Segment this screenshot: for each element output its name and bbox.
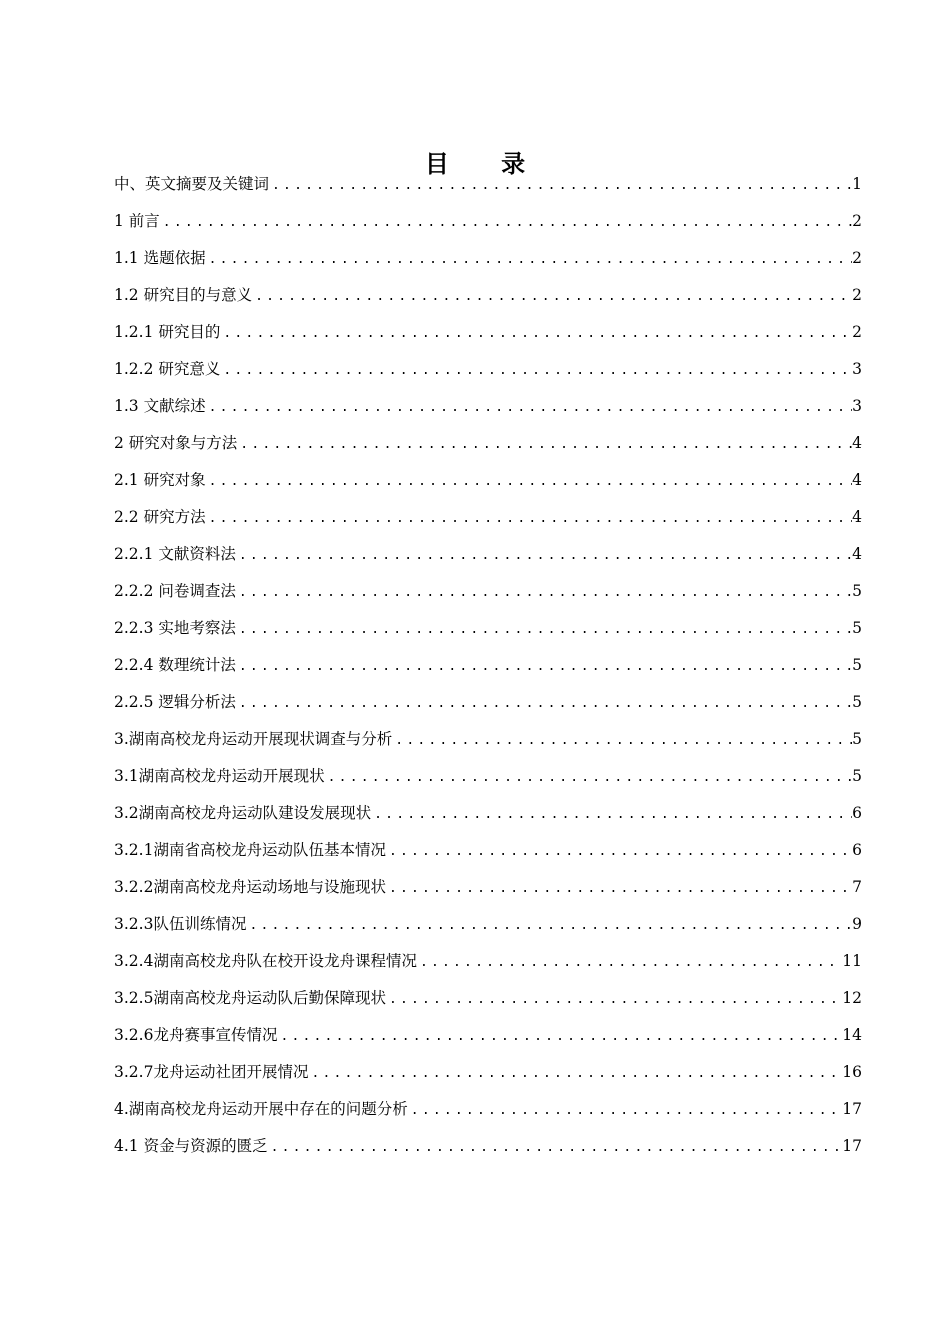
toc-entry[interactable] — [114, 425, 862, 462]
toc-dot-leader — [392, 722, 852, 758]
toc-entry-title: 1.1 选题依据 — [114, 249, 206, 267]
toc-entry[interactable] — [114, 573, 862, 610]
toc-page-number: 12 — [842, 989, 862, 1007]
toc-entry[interactable] — [114, 795, 862, 832]
toc-entry[interactable] — [114, 277, 862, 314]
toc-dot-leader — [220, 315, 852, 351]
toc-entry-title: 3.2.7龙舟运动社团开展情况 — [114, 1063, 309, 1081]
toc-page-number: 17 — [842, 1137, 862, 1155]
toc-page-number: 6 — [852, 841, 862, 859]
toc-entry[interactable] — [114, 610, 862, 647]
toc-entry-title: 2.2.3 实地考察法 — [114, 619, 236, 637]
toc-entry[interactable] — [114, 203, 862, 240]
toc-entry-title: 3.2.1湖南省高校龙舟运动队伍基本情况 — [114, 841, 386, 859]
toc-entry-title: 4.湖南高校龙舟运动开展中存在的问题分析 — [114, 1100, 408, 1118]
toc-page-number: 3 — [852, 360, 862, 378]
toc-dot-leader — [206, 241, 852, 277]
toc-page-number: 3 — [852, 397, 862, 415]
toc-page-number: 4 — [852, 434, 862, 452]
toc-entry[interactable] — [114, 906, 862, 943]
toc-entry-title: 2.2.2 问卷调查法 — [114, 582, 236, 600]
toc-page-number: 11 — [842, 952, 862, 970]
toc-page-number: 14 — [842, 1026, 862, 1044]
toc-page-number: 7 — [852, 878, 862, 896]
toc-dot-leader — [252, 278, 852, 314]
toc-page-number: 4 — [852, 508, 862, 526]
toc-dot-leader — [408, 1092, 842, 1128]
toc-entry[interactable] — [114, 647, 862, 684]
toc-page-number: 5 — [852, 767, 862, 785]
toc-dot-leader — [386, 981, 842, 1017]
table-of-contents — [114, 166, 862, 1165]
toc-entry[interactable] — [114, 684, 862, 721]
toc-page-number: 5 — [852, 582, 862, 600]
toc-entry[interactable] — [114, 314, 862, 351]
toc-dot-leader — [236, 685, 852, 721]
toc-dot-leader — [206, 463, 852, 499]
toc-entry[interactable] — [114, 943, 862, 980]
toc-entry-title: 2.2 研究方法 — [114, 508, 206, 526]
toc-dot-leader — [236, 537, 852, 573]
toc-entry-title: 3.2.2湖南高校龙舟运动场地与设施现状 — [114, 878, 386, 896]
toc-page-number: 1 — [852, 175, 862, 193]
toc-entry[interactable] — [114, 721, 862, 758]
toc-entry[interactable] — [114, 462, 862, 499]
toc-page-number: 5 — [852, 693, 862, 711]
toc-page-number: 4 — [852, 545, 862, 563]
toc-entry[interactable] — [114, 1091, 862, 1128]
toc-entry-title: 1.2.1 研究目的 — [114, 323, 221, 341]
toc-entry[interactable] — [114, 240, 862, 277]
toc-entry-title: 1.2.2 研究意义 — [114, 360, 221, 378]
toc-dot-leader — [308, 1055, 842, 1091]
toc-entry[interactable] — [114, 351, 862, 388]
toc-dot-leader — [236, 611, 852, 647]
toc-entry[interactable] — [114, 832, 862, 869]
toc-entry[interactable] — [114, 869, 862, 906]
toc-dot-leader — [246, 907, 852, 943]
toc-entry-title: 1.3 文献综述 — [114, 397, 206, 415]
toc-entry-title: 2.2.1 文献资料法 — [114, 545, 236, 563]
toc-entry[interactable] — [114, 758, 862, 795]
toc-dot-leader — [206, 500, 852, 536]
toc-entry-title: 3.湖南高校龙舟运动开展现状调查与分析 — [114, 730, 393, 748]
toc-entry-title: 3.2.4湖南高校龙舟队在校开设龙舟课程情况 — [114, 952, 417, 970]
toc-dot-leader — [268, 1129, 843, 1165]
toc-page-number: 2 — [852, 212, 862, 230]
toc-dot-leader — [277, 1018, 842, 1054]
toc-page-number: 17 — [842, 1100, 862, 1118]
toc-dot-leader — [269, 167, 852, 203]
toc-entry-title: 2.2.5 逻辑分析法 — [114, 693, 236, 711]
toc-entry[interactable] — [114, 388, 862, 425]
toc-page-number: 5 — [852, 656, 862, 674]
toc-dot-leader — [325, 759, 852, 795]
toc-page-number: 4 — [852, 471, 862, 489]
toc-dot-leader — [386, 870, 852, 906]
toc-entry-title: 3.2.5湖南高校龙舟运动队后勤保障现状 — [114, 989, 386, 1007]
toc-dot-leader — [386, 833, 852, 869]
toc-dot-leader — [236, 574, 852, 610]
toc-entry-title: 2.1 研究对象 — [114, 471, 206, 489]
toc-dot-leader — [371, 796, 852, 832]
toc-entry-title: 3.2湖南高校龙舟运动队建设发展现状 — [114, 804, 372, 822]
toc-page-number: 2 — [852, 249, 862, 267]
toc-entry[interactable] — [114, 499, 862, 536]
toc-page-number: 16 — [842, 1063, 862, 1081]
toc-entry-title: 2.2.4 数理统计法 — [114, 656, 236, 674]
toc-entry[interactable] — [114, 1128, 862, 1165]
toc-page-number: 5 — [852, 730, 862, 748]
toc-page-number: 2 — [852, 323, 862, 341]
toc-entry[interactable] — [114, 1054, 862, 1091]
toc-entry[interactable] — [114, 536, 862, 573]
toc-page-number: 2 — [852, 286, 862, 304]
toc-entry-title: 中、英文摘要及关键词 — [114, 175, 270, 193]
toc-dot-leader — [236, 648, 852, 684]
toc-dot-leader — [160, 204, 852, 240]
toc-entry[interactable] — [114, 980, 862, 1017]
toc-entry-title: 1 前言 — [114, 212, 160, 230]
toc-dot-leader — [417, 944, 842, 980]
toc-dot-leader — [237, 426, 852, 462]
toc-page-number: 6 — [852, 804, 862, 822]
toc-dot-leader — [206, 389, 852, 425]
toc-page-number: 9 — [852, 915, 862, 933]
toc-entry-title: 3.2.6龙舟赛事宣传情况 — [114, 1026, 278, 1044]
toc-entry-title: 1.2 研究目的与意义 — [114, 286, 253, 304]
toc-entry-title: 3.2.3队伍训练情况 — [114, 915, 247, 933]
toc-entry-title: 4.1 资金与资源的匮乏 — [114, 1137, 268, 1155]
toc-dot-leader — [220, 352, 852, 388]
page-title: 目 录 — [424, 150, 548, 178]
toc-entry[interactable] — [114, 166, 862, 203]
toc-entry[interactable] — [114, 1017, 862, 1054]
toc-page-number: 5 — [852, 619, 862, 637]
toc-entry-title: 2 研究对象与方法 — [114, 434, 238, 452]
toc-entry-title: 3.1湖南高校龙舟运动开展现状 — [114, 767, 325, 785]
